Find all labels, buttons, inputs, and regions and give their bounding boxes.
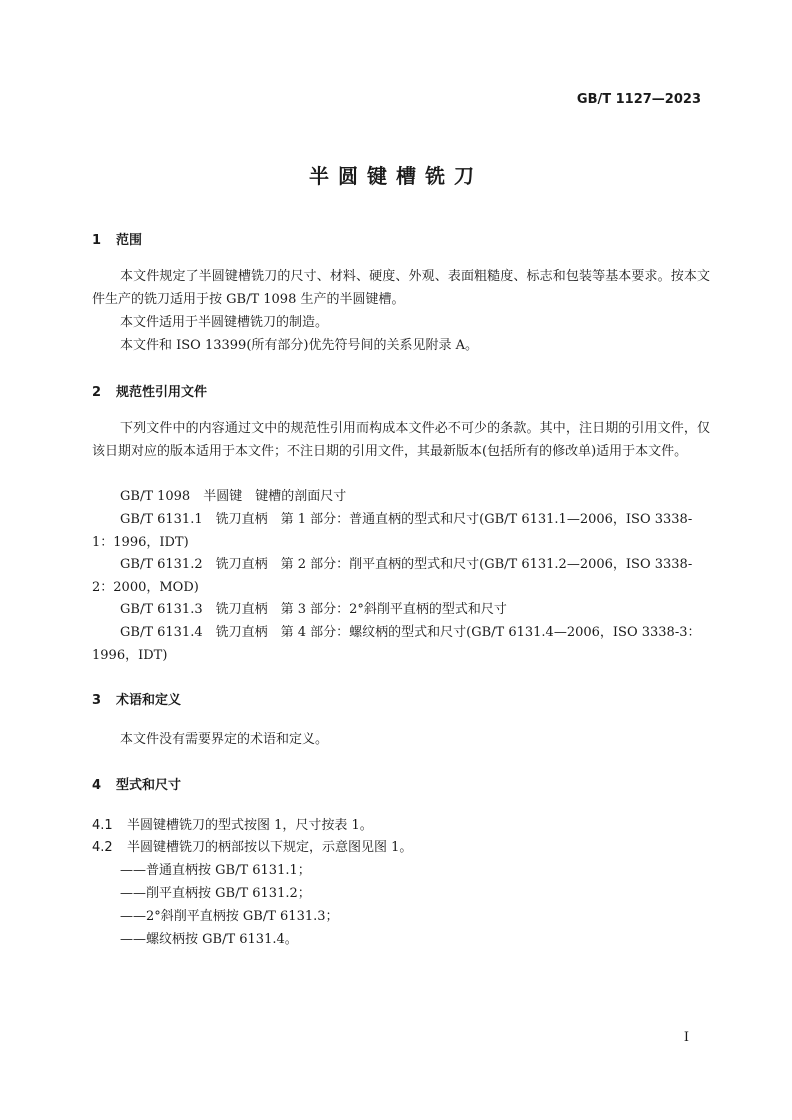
section-title: 规范性引用文件 — [116, 385, 208, 400]
document-title: 半圆键槽铣刀 — [309, 164, 483, 188]
section-number: 2 — [92, 385, 102, 400]
section-number: 1 — [92, 233, 102, 248]
subclause-number: 4.2 — [92, 840, 113, 855]
subclause-text: 半圆键槽铣刀的柄部按以下规定，示意图见图 1。 — [127, 840, 413, 855]
list-item: ——螺纹柄按 GB/T 6131.4。 — [120, 932, 298, 947]
subclause-number: 4.1 — [92, 818, 113, 833]
subclause-text: 半圆键槽铣刀的型式按图 1，尺寸按表 1。 — [127, 818, 373, 833]
list-item: ——削平直柄按 GB/T 6131.2； — [120, 886, 311, 901]
paragraph: 本文件没有需要界定的术语和定义。 — [120, 732, 329, 747]
standard-code: GB/T 1127—2023 — [576, 92, 701, 107]
subclause-4-1 — [92, 815, 373, 838]
section-number: 4 — [92, 778, 102, 793]
section-title: 型式和尺寸 — [116, 778, 182, 793]
subclause-4-2 — [92, 837, 412, 860]
paragraph: 下列文件中的内容通过文中的规范性引用而构成本文件必不可少的条款。其中，注日期的引用文件，仅该日期对应的版本适用于本文件；不注日期的引用文件，其最新版本(包括所有的修改单)适用于本文件。 — [92, 421, 710, 459]
reference-item: GB/T 1098 半圆键 键槽的剖面尺寸 — [120, 489, 347, 504]
paragraph: 本文件和 ISO 13399(所有部分)优先符号间的关系见附录 A。 — [120, 338, 478, 353]
section-2-heading — [92, 381, 207, 400]
paragraph: 本文件适用于半圆键槽铣刀的制造。 — [120, 315, 329, 330]
reference-item: GB/T 6131.2 铣刀直柄 第 2 部分：削平直柄的型式和尺寸(GB/T 6131.2—2006，ISO 3338-2：2000，MOD) — [92, 557, 693, 595]
paragraph: 本文件规定了半圆键槽铣刀的尺寸、材料、硬度、外观、表面粗糙度、标志和包装等基本要求。按本文件生产的铣刀适用于按 GB/T 1098 生产的半圆键槽。 — [92, 269, 710, 307]
reference-item: GB/T 6131.4 铣刀直柄 第 4 部分：螺纹柄的型式和尺寸(GB/T 6131.4—2006，ISO 3338-3：1996，IDT) — [92, 625, 701, 663]
section-4-heading — [92, 774, 181, 793]
section-title: 范围 — [116, 233, 143, 248]
reference-item: GB/T 6131.1 铣刀直柄 第 1 部分：普通直柄的型式和尺寸(GB/T 6131.1—2006，ISO 3338-1：1996，IDT) — [92, 512, 693, 550]
reference-item: GB/T 6131.3 铣刀直柄 第 3 部分：2°斜削平直柄的型式和尺寸 — [120, 602, 507, 617]
section-title: 术语和定义 — [116, 693, 182, 708]
section-3-heading — [92, 689, 181, 708]
list-item: ——普通直柄按 GB/T 6131.1； — [120, 863, 311, 878]
list-item: ——2°斜削平直柄按 GB/T 6131.3； — [120, 909, 339, 924]
section-number: 3 — [92, 693, 102, 708]
section-1-heading — [92, 229, 142, 248]
page-number: I — [683, 1030, 689, 1045]
